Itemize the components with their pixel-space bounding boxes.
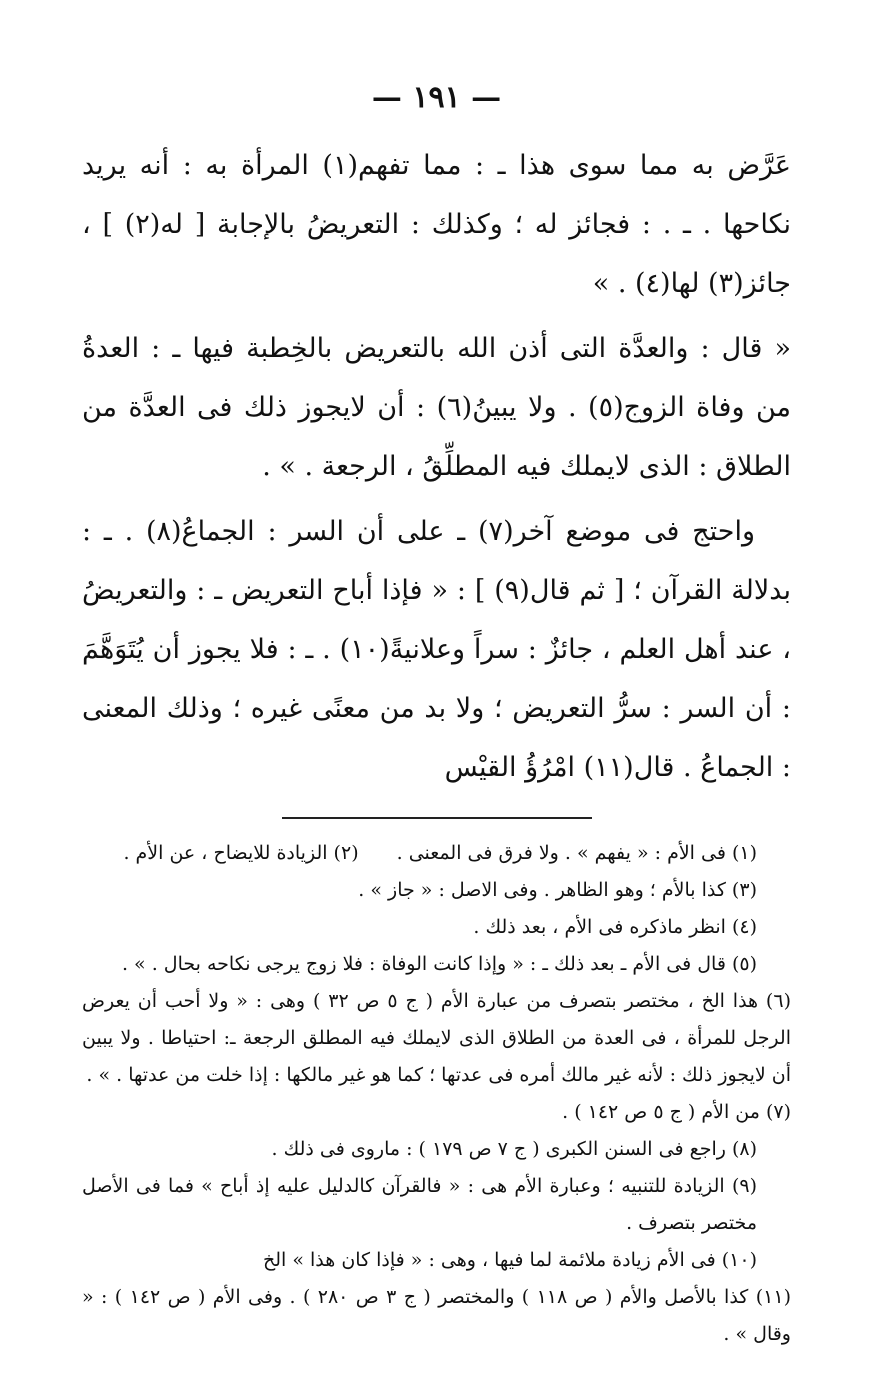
footnote-1: (١) فى الأم : « يفهم » . ولا فرق فى المعنى . bbox=[396, 842, 757, 864]
footnote-separator bbox=[282, 817, 592, 819]
footnote-3: (٣) كذا بالأم ؛ وهو الظاهر . وفى الاصل : « جاز » . bbox=[358, 879, 757, 901]
footnote-11: (١١) كذا بالأصل والأم ( ص ١١٨ ) والمختصر ( ج ٣ ص ٢٨٠ ) . وفى الأم ( ص ١٤٢ ) : « وقال » . bbox=[82, 1286, 791, 1345]
footnote-9: (٩) الزيادة للتنبيه ؛ وعبارة الأم هى : « فالقرآن كالدليل عليه إذ أباح » فما فى الأصل مختصر بتصرف . bbox=[82, 1175, 757, 1234]
main-text bbox=[82, 136, 791, 797]
paragraph-3: واحتج فى موضع آخر(٧) ـ على أن السر : الجماعُ(٨) . ـ : بدلالة القرآن ؛ [ ثم قال(٩) ] : « فإذا أباح التعريض ـ : والتعريضُ ، عند أهل العلم ، جائزٌ : سراً وعلانيةً(١٠) . ـ : فلا يجوز أن يُتَوَهَّمَ : أن السر : سرُّ التعريض ؛ ولا بد من معنًى غيره ؛ وذلك المعنى : الجماعُ . قال(١١) امْرُؤُ القيْس bbox=[82, 516, 792, 783]
page-number: — ١٩١ — bbox=[371, 80, 502, 115]
footnote-7: (٧) من الأم ( ج ٥ ص ١٤٢ ) . bbox=[562, 1101, 791, 1123]
footnote-5: (٥) قال فى الأم ـ بعد ذلك ـ : « وإذا كانت الوفاة : فلا زوج يرجى نكاحه بحال . » . bbox=[121, 953, 757, 975]
footnote-4: (٤) انظر ماذكره فى الأم ، بعد ذلك . bbox=[473, 916, 757, 938]
footnote-10: (١٠) فى الأم زيادة ملائمة لما فيها ، وهى : « فإذا كان هذا » الخ bbox=[262, 1249, 757, 1271]
footnote-8: (٨) راجع فى السنن الكبرى ( ج ٧ ص ١٧٩ ) : ماروى فى ذلك . bbox=[271, 1138, 757, 1160]
paragraph-2: « قال : والعدَّة التى أذن الله بالتعريض بالخِطبة فيها ـ : العدةُ من وفاة الزوج(٥) . ولا يبينُ(٦) : أن لايجوز ذلك فى العدَّة من الطلاق : الذى لايملك فيه المطلِّقُ ، الرجعة . » . bbox=[82, 333, 791, 482]
footnotes bbox=[82, 835, 791, 1353]
footnote-2: (٢) الزيادة للايضاح ، عن الأم . bbox=[123, 842, 359, 864]
paragraph-1: عَرَّض به مما سوى هذا ـ : مما تفهم(١) المرأة به : أنه يريد نكاحها . ـ . : فجائز له ؛ وكذلك : التعريضُ بالإجابة [ له(٢) ] ، جائز(٣) لها(٤) . » bbox=[82, 150, 792, 299]
footnote-6: (٦) هذا الخ ، مختصر بتصرف من عبارة الأم ( ج ٥ ص ٣٢ ) وهى : « ولا أحب أن يعرض الرجل للمرأة ، فى العدة من الطلاق الذى لايملك فيه المطلق الرجعة ـ: احتياطا . ولا يبين أن لايجوز ذلك : لأنه غير مالك أمره فى عدتها ؛ كما هو غير مالكها : إذا خلت من عدتها . » . bbox=[82, 990, 791, 1086]
footnote-pair-1-2 bbox=[82, 835, 791, 872]
